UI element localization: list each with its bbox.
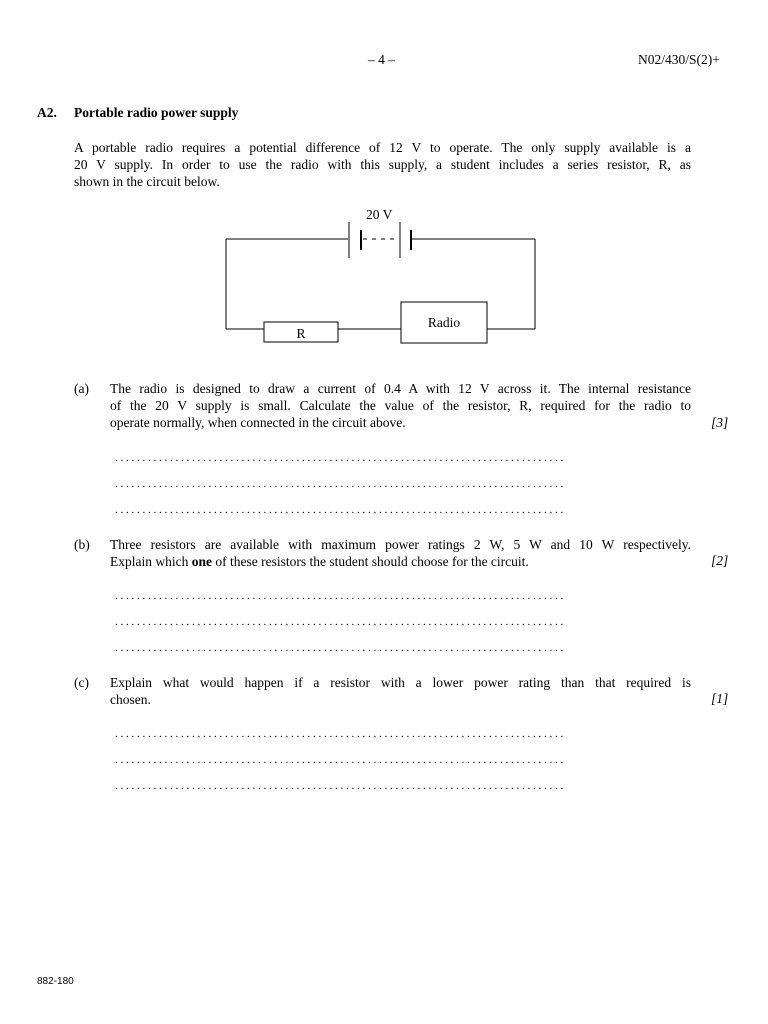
part-a-line: The radio is designed to draw a current of 0.4 A with 12 V across it. The internal resistance [110, 381, 691, 396]
answer-line[interactable]: . . . . . . . . . . . . . . . . . . . . . . . . . . . . . . . . . . . . . . . . . . . . . . . . . . . . . . . . . . . . . . . . . . . . . . . . . . . . . . . . . . [115, 478, 564, 490]
page-number: – 4 – [368, 52, 395, 67]
question-title: Portable radio power supply [74, 105, 239, 120]
footer-code: 882-180 [37, 976, 74, 987]
part-c-line: chosen. [110, 692, 151, 707]
part-b-text [110, 536, 691, 570]
part-b-emphasis: one [191, 554, 212, 569]
part-b-line2-pre: Explain which [110, 554, 192, 569]
supply-label: 20 V [366, 207, 393, 222]
intro-line: A portable radio requires a potential difference of 12 V to operate. The only supply available is a [74, 140, 691, 155]
answer-line[interactable]: . . . . . . . . . . . . . . . . . . . . . . . . . . . . . . . . . . . . . . . . . . . . . . . . . . . . . . . . . . . . . . . . . . . . . . . . . . . . . . . . . . [115, 642, 564, 654]
part-a-text [110, 380, 691, 431]
answer-line[interactable]: . . . . . . . . . . . . . . . . . . . . . . . . . . . . . . . . . . . . . . . . . . . . . . . . . . . . . . . . . . . . . . . . . . . . . . . . . . . . . . . . . . [115, 728, 564, 740]
circuit-diagram [0, 0, 768, 360]
answer-line[interactable]: . . . . . . . . . . . . . . . . . . . . . . . . . . . . . . . . . . . . . . . . . . . . . . . . . . . . . . . . . . . . . . . . . . . . . . . . . . . . . . . . . . [115, 616, 564, 628]
answer-line[interactable]: . . . . . . . . . . . . . . . . . . . . . . . . . . . . . . . . . . . . . . . . . . . . . . . . . . . . . . . . . . . . . . . . . . . . . . . . . . . . . . . . . . [115, 590, 564, 602]
answer-line[interactable]: . . . . . . . . . . . . . . . . . . . . . . . . . . . . . . . . . . . . . . . . . . . . . . . . . . . . . . . . . . . . . . . . . . . . . . . . . . . . . . . . . . [115, 754, 564, 766]
part-c-marks: [1] [711, 691, 729, 706]
paper-code: N02/430/S(2)+ [638, 52, 720, 67]
part-a-line: of the 20 V supply is small. Calculate the value of the resistor, R, required for the radio to [110, 398, 691, 413]
part-b-line [110, 553, 691, 570]
answer-line[interactable]: . . . . . . . . . . . . . . . . . . . . . . . . . . . . . . . . . . . . . . . . . . . . . . . . . . . . . . . . . . . . . . . . . . . . . . . . . . . . . . . . . . [115, 780, 564, 792]
part-b-marks: [2] [711, 553, 729, 568]
part-a-marks: [3] [711, 415, 729, 430]
intro-line: 20 V supply. In order to use the radio with this supply, a student includes a series resistor, R, as [74, 157, 691, 172]
part-b-line: Three resistors are available with maximum power ratings 2 W, 5 W and 10 W respectively. [110, 537, 691, 552]
part-c-label: (c) [74, 675, 89, 690]
resistor-label: R [296, 326, 306, 341]
answer-line[interactable]: . . . . . . . . . . . . . . . . . . . . . . . . . . . . . . . . . . . . . . . . . . . . . . . . . . . . . . . . . . . . . . . . . . . . . . . . . . . . . . . . . . [115, 504, 564, 516]
question-number: A2. [37, 105, 57, 120]
part-b-label: (b) [74, 537, 90, 552]
part-a-line: operate normally, when connected in the circuit above. [110, 415, 406, 430]
part-c-text [110, 674, 691, 708]
answer-line[interactable]: . . . . . . . . . . . . . . . . . . . . . . . . . . . . . . . . . . . . . . . . . . . . . . . . . . . . . . . . . . . . . . . . . . . . . . . . . . . . . . . . . . [115, 452, 564, 464]
part-b-line2-post: of these resistors the student should choose for the circuit. [211, 554, 529, 569]
intro-line: shown in the circuit below. [74, 174, 220, 189]
part-a-label: (a) [74, 381, 89, 396]
part-c-line: Explain what would happen if a resistor with a lower power rating than that required is [110, 675, 691, 690]
radio-label: Radio [427, 315, 461, 330]
